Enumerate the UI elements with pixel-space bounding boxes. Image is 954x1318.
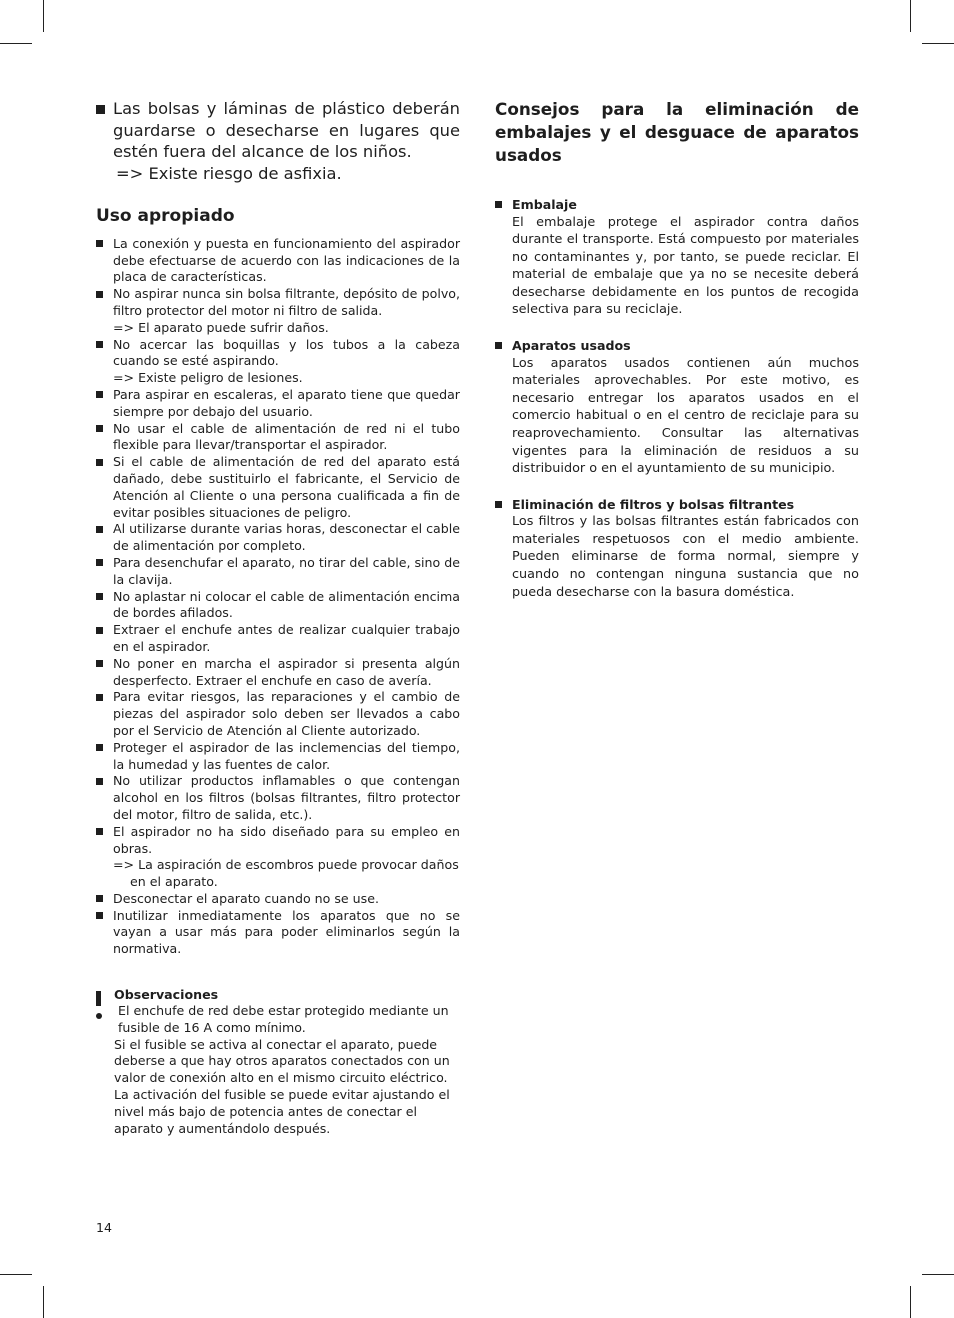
disposal-section-title-text: Eliminación de filtros y bolsas filtrantes xyxy=(512,496,795,512)
list-item-text: No utilizar productos inflamables o que contengan alcohol en los filtros (bolsas filtrantes, filtro protector del motor, filtro de salida, etc.). xyxy=(113,773,460,822)
list-item xyxy=(96,421,460,455)
bullet-square-icon xyxy=(96,391,103,398)
list-item xyxy=(96,387,460,421)
list-item xyxy=(96,454,460,521)
section-heading-uso: Uso apropiado xyxy=(96,205,235,226)
exclamation-icon xyxy=(96,991,102,1008)
list-item xyxy=(96,656,460,690)
observaciones-title: Observaciones xyxy=(114,987,219,1002)
observaciones-line: El enchufe de red debe estar protegido mediante un fusible de 16 A como mínimo. xyxy=(118,1003,449,1035)
disposal-section xyxy=(495,337,859,478)
disposal-section-title xyxy=(495,337,859,355)
crop-mark xyxy=(43,1286,44,1318)
list-item-note: => Existe peligro de lesiones. xyxy=(113,370,303,386)
bullet-square-icon xyxy=(96,778,103,785)
list-item-note: => El aparato puede sufrir daños. xyxy=(113,319,329,335)
disposal-section-body: Los aparatos usados contienen aún muchos materiales aprovechables. Por este motivo, es necesario entregar los aparatos usados en el comercio habitual o en el centro de reciclaje para su reaprovechamiento. Consultar las alternativas vigentes para la eliminación de residuos a su distribuidor o en el ayuntamiento de su municipio. xyxy=(512,355,859,477)
bullet-square-icon xyxy=(96,593,103,600)
list-item xyxy=(96,773,460,823)
disposal-section-title xyxy=(495,496,859,514)
list-item xyxy=(96,521,460,555)
observaciones-box xyxy=(96,986,460,1137)
bullet-square-icon xyxy=(495,201,502,208)
disposal-section xyxy=(495,196,859,319)
section-heading-consejos: Consejos para la eliminación de embalajes y el desguace de aparatos usados xyxy=(495,99,859,165)
crop-mark xyxy=(43,0,44,32)
disposal-section-body: Los filtros y las bolsas filtrantes están fabricados con materiales respetuosos con el medio ambiente. Pueden eliminarse de forma normal, siempre y cuando no contengan ninguna sustancia que no pueda desecharse con la basura doméstica. xyxy=(512,514,859,600)
list-item-text: No aplastar ni colocar el cable de alimentación encima de bordes afilados. xyxy=(113,588,460,621)
list-item-text: No poner en marcha el aspirador si presenta algún desperfecto. Extraer el enchufe en caso de avería. xyxy=(113,655,460,688)
list-item xyxy=(96,891,460,908)
bullet-square-icon xyxy=(96,105,105,114)
disposal-section xyxy=(495,496,859,601)
disposal-section-body: El embalaje protege el aspirador contra daños durante el transporte. Está compuesto por materiales no contaminantes y, por tanto, se puede reciclar. El material de embalaje que ya no se necesite deberá desecharse debidamente en los puntos de recogida selectiva para su reciclaje. xyxy=(512,214,859,318)
list-item-text: Si el cable de alimentación de red del aparato está dañado, debe sustituirlo el fabricante, el Servicio de Atención al Cliente o una persona cualificada a fin de evitar posibles situaciones de peligro. xyxy=(113,454,460,520)
bullet-square-icon xyxy=(96,895,103,902)
list-item xyxy=(96,555,460,589)
list-item xyxy=(96,908,460,958)
list-item xyxy=(96,337,460,387)
list-item xyxy=(96,622,460,656)
crop-mark xyxy=(0,1274,32,1275)
crop-mark xyxy=(922,1274,954,1275)
left-column xyxy=(96,98,460,958)
disposal-section-title-text: Aparatos usados xyxy=(512,338,631,354)
consejos-list xyxy=(495,196,859,601)
list-item xyxy=(96,236,460,286)
bullet-square-icon xyxy=(96,240,103,247)
list-item xyxy=(96,689,460,739)
intro-text: Las bolsas y láminas de plástico deberán guardarse o desecharse en lugares que estén fuera del alcance de los niños. xyxy=(113,99,460,162)
bullet-square-icon xyxy=(96,828,103,835)
list-item-text: Extraer el enchufe antes de realizar cualquier trabajo en el aspirador. xyxy=(113,622,460,654)
bullet-square-icon xyxy=(96,912,103,919)
list-item-note: => La aspiración de escombros puede provocar daños en el aparato. xyxy=(113,857,459,890)
bullet-square-icon xyxy=(96,660,103,667)
list-item-text: Desconectar el aparato cuando no se use. xyxy=(113,890,379,906)
uso-list xyxy=(96,236,460,958)
list-item-text: Para desenchufar el aparato, no tirar del cable, sino de la clavija. xyxy=(113,554,460,587)
crop-mark xyxy=(922,43,954,44)
bullet-square-icon xyxy=(96,694,103,701)
list-item-text: El aspirador no ha sido diseñado para su empleo en obras. xyxy=(113,823,460,856)
intro-warning xyxy=(96,98,460,163)
list-item-text: Proteger el aspirador de las inclemencias del tiempo, la humedad y las fuentes de calor. xyxy=(113,739,460,772)
bullet-square-icon xyxy=(96,627,103,634)
list-item-text: Para aspirar en escaleras, el aparato tiene que quedar siempre por debajo del usuario. xyxy=(113,386,460,419)
list-item-text: No aspirar nunca sin bolsa filtrante, depósito de polvo, filtro protector del motor ni filtro de salida. xyxy=(113,286,460,318)
observaciones-line: La activación del fusible se puede evitar ajustando el nivel más bajo de potencia antes de conectar el aparato y aumentándolo después. xyxy=(114,1086,450,1136)
intro-note: => Existe riesgo de asfixia. xyxy=(116,164,342,184)
list-item xyxy=(96,824,460,891)
disposal-section-title xyxy=(495,196,859,214)
list-item xyxy=(96,740,460,774)
bullet-square-icon xyxy=(96,559,103,566)
crop-mark xyxy=(910,1286,911,1318)
bullet-square-icon xyxy=(96,744,103,751)
bullet-square-icon xyxy=(96,459,103,466)
crop-mark xyxy=(910,0,911,32)
list-item-text: La conexión y puesta en funcionamiento del aspirador debe efectuarse de acuerdo con las indicaciones de la placa de características. xyxy=(113,235,460,285)
bullet-square-icon xyxy=(96,341,103,348)
list-item-text: Inutilizar inmediatamente los aparatos que no se vayan a usar más para poder eliminarlos según la normativa. xyxy=(113,907,460,957)
list-item xyxy=(96,286,460,336)
bullet-square-icon xyxy=(495,342,502,349)
observaciones-line: Si el fusible se activa al conectar el aparato, puede deberse a que hay otros aparatos conectados con un valor de conexión alto en el mismo circuito eléctrico. xyxy=(114,1036,450,1086)
right-column xyxy=(495,98,859,619)
bullet-square-icon xyxy=(96,425,103,432)
list-item-text: No usar el cable de alimentación de red ni el tubo flexible para llevar/transportar el aspirador. xyxy=(113,420,460,453)
crop-mark xyxy=(0,43,32,44)
bullet-square-icon xyxy=(96,526,103,533)
list-item-text: No acercar las boquillas y los tubos a la cabeza cuando se esté aspirando. xyxy=(113,336,460,369)
list-item-text: Al utilizarse durante varias horas, desconectar el cable de alimentación por completo. xyxy=(113,521,460,554)
list-item-text: Para evitar riesgos, las reparaciones y el cambio de piezas del aspirador solo deben ser llevados a cabo por el Servicio de Atención al Cliente autorizado. xyxy=(113,689,460,738)
observaciones-body xyxy=(96,1003,460,1137)
list-item xyxy=(96,589,460,623)
bullet-square-icon xyxy=(495,501,502,508)
disposal-section-title-text: Embalaje xyxy=(512,197,577,212)
bullet-square-icon xyxy=(96,291,103,298)
page-number: 14 xyxy=(96,1220,113,1235)
